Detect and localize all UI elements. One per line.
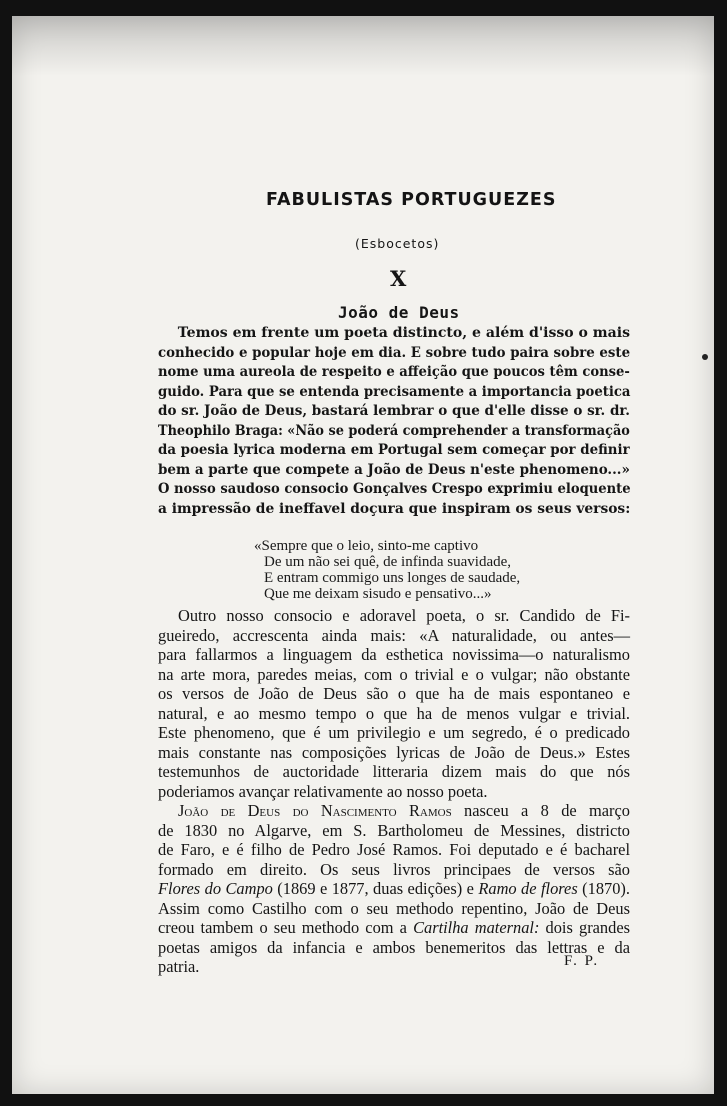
paragraph-2-line: os versos de João de Deus são o que ha de mais espontaneo e	[158, 684, 630, 703]
verse-line: Que me deixam sisudo e pensativo...»	[264, 586, 492, 602]
paragraph-1	[158, 324, 630, 519]
poet-full-name: João de Deus do Nascimento Ramos	[178, 801, 452, 820]
paragraph-3-line: Assim como Castilho com o seu methodo repentino, João de Deus	[158, 898, 630, 918]
paragraph-3-line: formado em direito. Os seus livros principaes de versos são	[158, 859, 630, 879]
verse-quote	[254, 538, 520, 602]
paragraph-2-line: na arte mora, paredes meias, com o trivial e o vulgar; não obstante	[158, 664, 630, 684]
cartilha-pre-text: creou tambem o seu methodo com a	[158, 918, 414, 937]
paragraph-2-line: para fallarmos a linguagem da esthetica novissima—o naturalismo	[158, 645, 630, 664]
article-heading: FABULISTAS PORTUGUEZES	[266, 190, 557, 210]
section-numeral: X	[390, 266, 407, 291]
paragraph-3-line	[158, 801, 630, 821]
verse-line: «Sempre que o leio, sinto-me captivo	[254, 538, 479, 554]
cartilha-post-text: dois grandes	[539, 918, 630, 937]
paragraph-1-line: guido. Para que se entenda precisamente a importancia poetica	[158, 383, 631, 400]
paragraph-1-line: do sr. João de Deus, bastará lembrar o que d'elle disse o sr. dr.	[158, 403, 630, 419]
author-signature: F. P.	[564, 953, 600, 969]
book-year-text: (1870).	[577, 879, 630, 898]
paragraph-2	[158, 606, 630, 801]
paragraph-3-line: poetas amigos da infancia e ambos benemeritos das lettras e da	[158, 937, 630, 957]
paragraph-2-line: mais constante nas composições lyricas de João de Deus.» Estes	[158, 742, 630, 762]
paragraph-1-line: O nosso saudoso consocio Gonçalves Crespo exprimiu eloquente	[158, 481, 631, 497]
paragraph-3-line	[158, 879, 630, 899]
paragraph-1-line: Temos em frente um poeta distincto, e além d'isso o mais	[177, 325, 630, 341]
paragraph-2-line: Este phenomeno, que é um privilegio e um segredo, é o predicado	[158, 723, 630, 742]
paragraph-3-line: de 1830 no Algarve, em S. Bartholomeu de Messines, districto	[158, 820, 630, 840]
book-title-ramo-de-flores: Ramo de flores	[478, 879, 578, 898]
book-title-cartilha-maternal: Cartilha maternal:	[413, 918, 540, 937]
paragraph-2-line: poderiamos avançar relativamente ao nosso poeta.	[158, 781, 488, 801]
birth-date-text: nasceu a 8 de março	[451, 801, 630, 820]
verse-line: De um não sei quê, de infinda suavidade,	[264, 554, 512, 570]
paragraph-2-line: Outro nosso consocio e adoravel poeta, o sr. Candido de Fi-	[178, 606, 630, 625]
paragraph-3-line: patria.	[158, 957, 200, 976]
paragraph-3-line	[158, 918, 630, 938]
document-page	[12, 16, 714, 1094]
paragraph-2-line: testemunhos de auctoridade litteraria dizem mais do que nós	[158, 762, 630, 781]
paragraph-1-line: a impressão de ineffavel doçura que inspiram os seus versos:	[158, 500, 631, 517]
book-years-text: (1869 e 1877, duas edições) e	[272, 879, 479, 898]
margin-ink-dot	[702, 354, 708, 360]
article-subheading: (Esbocetos)	[355, 236, 440, 251]
poet-title: João de Deus	[338, 303, 460, 322]
book-title-flores-do-campo: Flores do Campo	[158, 879, 273, 898]
paragraph-1-line: bem a parte que compete a João de Deus n'este phenomeno...»	[158, 461, 630, 478]
paragraph-1-line: nome uma aureola de respeito e affeição que poucos têm conse-	[158, 364, 630, 380]
paragraph-3	[158, 801, 630, 977]
verse-line: E entram commigo uns longes de saudade,	[264, 570, 521, 586]
paragraph-1-line: da poesia lyrica moderna em Portugal sem começar por definir	[158, 442, 630, 458]
paragraph-1-line: Theophilo Braga: «Não se poderá comprehender a transformação	[158, 422, 630, 439]
paragraph-2-line: natural, e ao mesmo tempo o que ha de menos vulgar e trivial.	[158, 703, 630, 723]
paragraph-1-line: conhecido e popular hoje em dia. E sobre tudo paira sobre este	[158, 344, 631, 361]
paragraph-2-line: gueiredo, accrescenta ainda mais: «A naturalidade, ou antes—	[158, 625, 630, 645]
page-top-shadow	[12, 16, 714, 76]
paragraph-3-line: de Faro, e é filho de Pedro José Ramos. Foi deputado e é bacharel	[158, 840, 630, 859]
